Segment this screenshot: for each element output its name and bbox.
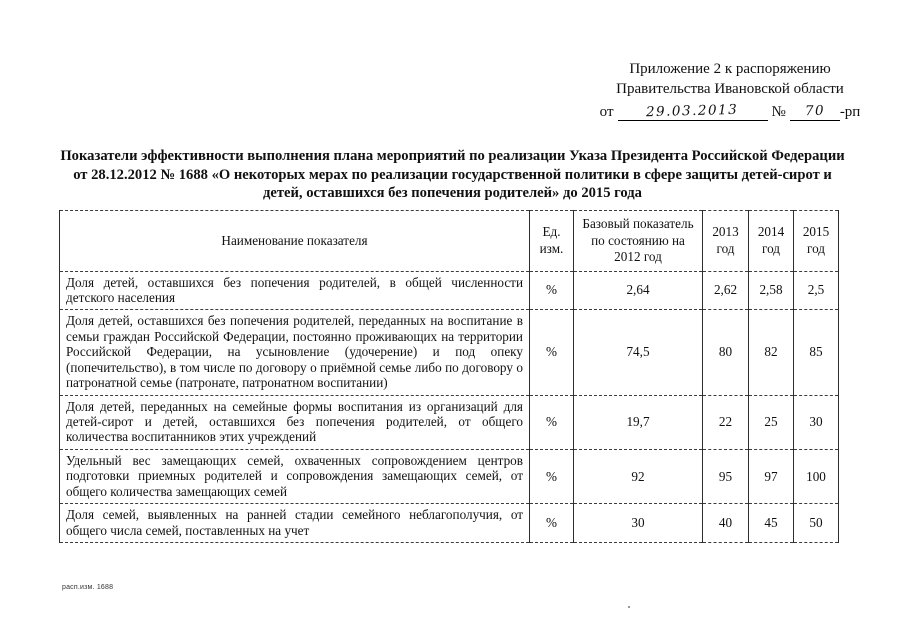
table-row bbox=[60, 504, 839, 543]
indicator-2014: 97 bbox=[749, 449, 794, 503]
indicator-2015: 100 bbox=[794, 449, 839, 503]
number-label: № bbox=[771, 103, 786, 120]
header-base: Базовый показатель по состоянию на 2012 год bbox=[574, 211, 703, 272]
indicator-unit: % bbox=[530, 310, 574, 395]
indicator-base: 30 bbox=[574, 504, 703, 543]
indicator-2013: 22 bbox=[703, 395, 749, 449]
indicator-unit: % bbox=[530, 271, 574, 310]
document-title: Показатели эффективности выполнения плана мероприятий по реализации Указа Президента Российской Федерации от 28.12.2012 № 1688 «О некоторых мерах по реализации государственной политики в сфере защиты детей-сирот и детей, оставшихся без попечения родителей» до 2015 года bbox=[60, 148, 845, 202]
header-2013: 2013 год bbox=[703, 211, 749, 272]
from-label: от bbox=[599, 103, 614, 120]
indicator-2015: 2,5 bbox=[794, 271, 839, 310]
appendix-line-2: Правительства Ивановской области bbox=[616, 80, 844, 97]
indicator-name: Доля детей, оставшихся без попечения родителей, переданных на воспитание в семьи граждан Российской Федерации, постоянно проживающих на территории Российской Федерации, на усыновление (удочерение) и под опеку (попечительство), в том числе по договору о приёмной семье либо по договору о патронатной семье (патронате, патронатном воспитании) bbox=[60, 310, 530, 395]
indicator-base: 92 bbox=[574, 449, 703, 503]
appendix-line-3 bbox=[575, 103, 885, 123]
indicator-2013: 2,62 bbox=[703, 271, 749, 310]
header-unit: Ед. изм. bbox=[530, 211, 574, 272]
indicator-unit: % bbox=[530, 395, 574, 449]
indicator-2014: 82 bbox=[749, 310, 794, 395]
header-2014: 2014 год bbox=[749, 211, 794, 272]
indicators-table bbox=[59, 210, 839, 543]
indicator-name: Доля детей, переданных на семейные формы воспитания из организаций для детей-сирот и детей, оставшихся без попечения родителей, от общего количества воспитанников этих учреждений bbox=[60, 395, 530, 449]
indicator-2014: 2,58 bbox=[749, 271, 794, 310]
indicator-base: 2,64 bbox=[574, 271, 703, 310]
indicator-name: Доля детей, оставшихся без попечения родителей, в общей численности детского населения bbox=[60, 271, 530, 310]
indicator-base: 74,5 bbox=[574, 310, 703, 395]
indicator-unit: % bbox=[530, 504, 574, 543]
table-row bbox=[60, 310, 839, 395]
appendix-line-1: Приложение 2 к распоряжению bbox=[629, 61, 831, 77]
indicator-2015: 85 bbox=[794, 310, 839, 395]
table-header-row bbox=[60, 211, 839, 272]
date-blank bbox=[618, 101, 768, 122]
number-blank bbox=[790, 102, 840, 122]
number-suffix: -рп bbox=[839, 103, 861, 120]
indicator-2015: 30 bbox=[794, 395, 839, 449]
indicator-name: Доля семей, выявленных на ранней стадии семейного неблагополучия, от общего числа семей, поставленных на учет bbox=[60, 504, 530, 543]
table-row bbox=[60, 395, 839, 449]
table-row bbox=[60, 449, 839, 503]
handwritten-date: 29.03.2013 bbox=[646, 101, 739, 120]
indicator-unit: % bbox=[530, 449, 574, 503]
indicator-base: 19,7 bbox=[574, 395, 703, 449]
indicator-2013: 95 bbox=[703, 449, 749, 503]
header-2015: 2015 год bbox=[794, 211, 839, 272]
scan-speck bbox=[628, 606, 630, 608]
footnote: расп.изм. 1688 bbox=[62, 584, 114, 591]
indicator-name: Удельный вес замещающих семей, охваченных сопровождением центров подготовки приемных родителей и сопровождения замещающих семей, от общего количества замещающих семей bbox=[60, 449, 530, 503]
indicator-2014: 25 bbox=[749, 395, 794, 449]
indicator-2014: 45 bbox=[749, 504, 794, 543]
indicator-2013: 40 bbox=[703, 504, 749, 543]
handwritten-number: 70 bbox=[804, 102, 826, 119]
indicator-2015: 50 bbox=[794, 504, 839, 543]
table-row bbox=[60, 271, 839, 310]
indicator-2013: 80 bbox=[703, 310, 749, 395]
header-name: Наименование показателя bbox=[60, 211, 530, 272]
appendix-header bbox=[575, 60, 885, 122]
